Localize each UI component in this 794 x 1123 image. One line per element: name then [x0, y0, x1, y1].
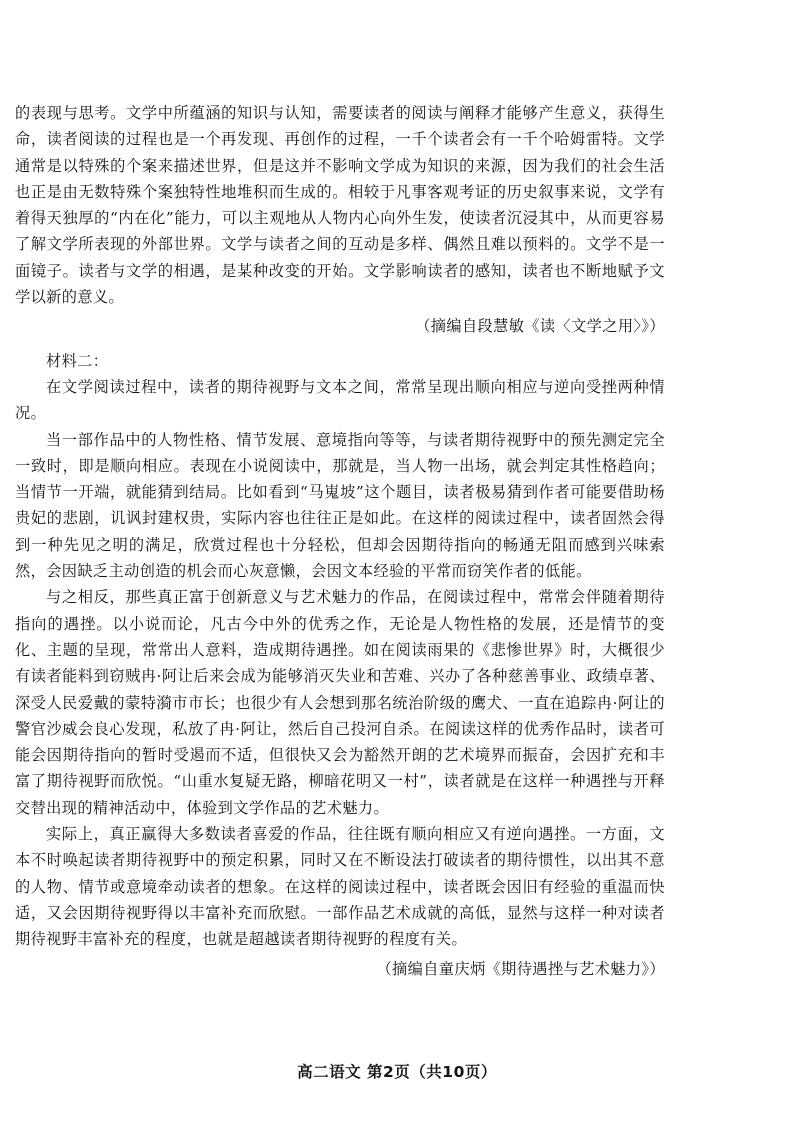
- material-two-heading: 材料二：: [46, 351, 109, 370]
- paragraph-intro: 在文学阅读过程中，读者的期待视野与文本之间，常常呈现出顺向相应与逆向受挫两种情况。: [15, 377, 665, 423]
- paragraph-reverse-frustration: 与之相反，那些真正富于创新意义与艺术魅力的作品，在阅读过程中，常常会伴随着期待指向的遇挫。以小说而论，凡古今中外的优秀之作，无论是人物性格的发展，还是情节的变化、主题的呈现，常常出人意料，造成期待遇挫。如在阅读雨果的《悲惨世界》时，大概很少有读者能料到窃贼冉·阿让后来会成为能够消灭失业和苦难、兴办了各种慈善事业、政绩卓著、深受人民爱戴的蒙特漪市市长；也很少有人会想到那名统治阶级的鹰犬、一直在追踪冉·阿让的警官沙威会良心发现，私放了冉·阿让，然后自己投河自杀。在阅读这样的优秀作品时，读者可能会因期待指向的暂时受遏而不适，但很快又会为豁然开朗的艺术境界而振奋，会因扩充和丰富了期待视野而欣悦。“山重水复疑无路，柳暗花明又一村”，读者就是在这样一种遇挫与开释交替出现的精神活动中，体验到文学作品的艺术魅力。: [15, 588, 665, 817]
- page-content: [15, 100, 665, 982]
- source-citation-two: （摘编自童庆炳《期待遇挫与艺术魅力》）: [376, 959, 665, 978]
- page-footer: 高二语文 第2页（共10页）: [297, 1063, 497, 1081]
- paragraph-conclusion: 实际上，真正赢得大多数读者喜爱的作品，往往既有顺向相应又有逆向遇挫。一方面，文本不时唤起读者期待视野中的预定积累，同时又在不断设法打破读者的期待惯性，以出其不意的人物、情节或意境牵动读者的想象。在这样的阅读过程中，读者既会因旧有经验的重温而快适，又会因期待视野得以丰富补充而欣慰。一部作品艺术成就的高低，显然与这样一种对读者期待视野丰富补充的程度，也就是超越读者期待视野的程度有关。: [15, 825, 665, 949]
- paragraph-forward-response: 当一部作品中的人物性格、情节发展、意境指向等等，与读者期待视野中的预先测定完全一致时，即是顺向相应。表现在小说阅读中，那就是，当人物一出场，就会判定其性格趋向；当情节一开端，就能猜到结局。比如看到“马嵬坡”这个题目，读者极易猜到作者可能要借助杨贵妃的悲剧，讥讽封建权贵，实际内容也往往正是如此。在这样的阅读过程中，读者固然会得到一种先见之明的满足，欣赏过程也十分轻松，但却会因期待指向的畅通无阻而感到兴味索然，会因缺乏主动创造的机会而心灰意懒，会因文本经验的平常而窃笑作者的低能。: [15, 430, 665, 581]
- source-citation-one: （摘编自段慧敏《读〈文学之用〉》）: [415, 317, 665, 336]
- paragraph-material-one-end: 的表现与思考。文学中所蕴涵的知识与认知，需要读者的阅读与阐释才能够产生意义，获得生命，读者阅读的过程也是一个再发现、再创作的过程，一千个读者会有一千个哈姆雷特。文学通常是以特殊的个案来描述世界，但是这并不影响文学成为知识的来源，因为我们的社会生活也正是由无数特殊个案独特性地堆积而生成的。相较于凡事客观考证的历史叙事来说，文学有着得天独厚的“内在化”能力，可以主观地从人物内心向外生发，使读者沉浸其中，从而更容易了解文学所表现的外部世界。文学与读者之间的互动是多样、偶然且难以预料的。文学不是一面镜子。读者与文学的相遇，是某种改变的开始。文学影响读者的感知，读者也不断地赋予文学以新的意义。: [15, 104, 665, 307]
